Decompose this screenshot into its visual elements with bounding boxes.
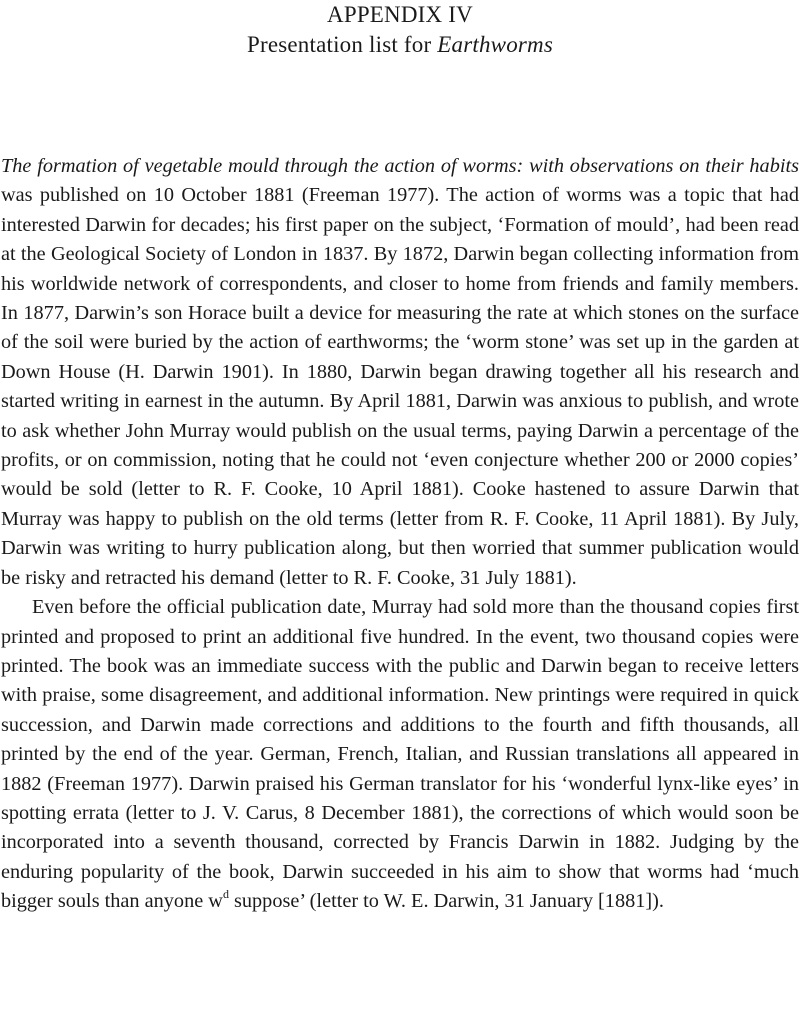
subtitle-prefix: Presentation list for bbox=[246, 32, 438, 57]
paragraph-1-text: was published on 10 October 1881 (Freeman 1977). The action of worms was a topic that had interested Darwin for decades; his first paper on the subject, ‘Formation of mould’, had been read at the Geological Society of London in 1837. By 1872, Darwin began collecting information from his worldwide network of correspondents, and closer to home from friends and family members. In 1877, Darwin’s son Horace built a device for measuring the rate at which stones on the surface of the soil were buried by the action of earthworms; the ‘worm stone’ was set up in the garden at Down House (H. Darwin 1901). In 1880, Darwin began drawing together all his research and started writing in earnest in the autumn. By April 1881, Darwin was anxious to publish, and wrote to ask whether John Murray would publish on the usual terms, paying Darwin a percentage of the profits, or on commission, noting that he could not ‘even conjecture whether 200 or 2000 copies’ would be sold (letter to R. F. Cooke, 10 April 1881). Cooke hastened to assure Darwin that Murray was happy to publish on the old terms (letter from R. F. Cooke, 11 April 1881). By July, Darwin was writing to hurry publication along, but then worried that summer publication would be risky and retracted his demand (letter to R. F. Cooke, 31 July 1881). bbox=[1, 184, 799, 589]
superscript-d: d bbox=[222, 887, 229, 902]
paragraph-2-text: Even before the official publication date, Murray had sold more than the thousand copies first printed and proposed to print an additional five hundred. In the event, two thousand copies were printed. The book was an immediate success with the public and Darwin began to receive letters with praise, some disagreement, and additional information. New printings were required in quick succession, and Darwin made corrections and additions to the fourth and fifth thousands, all printed by the end of the year. German, French, Italian, and Russian translations all appeared in 1882 (Freeman 1977). Darwin praised his German translator for his ‘wonderful lynx-like eyes’ in spotting errata (letter to J. V. Carus, 8 December 1881), the corrections of which would soon be incorporated into a seventh thousand, corrected by Francis Darwin in 1882. Judging by the enduring popularity of the book, Darwin succeeded in his aim to show that worms had ‘much bigger souls than anyone w bbox=[1, 596, 799, 913]
appendix-subtitle bbox=[0, 30, 800, 60]
subtitle-book-name: Earthworms bbox=[437, 32, 554, 57]
appendix-heading bbox=[0, 0, 800, 60]
book-title: The formation of vegetable mould through the action of worms: with observations on their habits bbox=[1, 155, 799, 177]
appendix-label: APPENDIX IV bbox=[327, 2, 473, 27]
paragraph-2-text-end: suppose’ (letter to W. E. Darwin, 31 January [1881]). bbox=[228, 890, 664, 913]
paragraph-2 bbox=[1, 593, 799, 916]
paragraph-1 bbox=[1, 152, 799, 593]
body-text bbox=[1, 152, 799, 917]
